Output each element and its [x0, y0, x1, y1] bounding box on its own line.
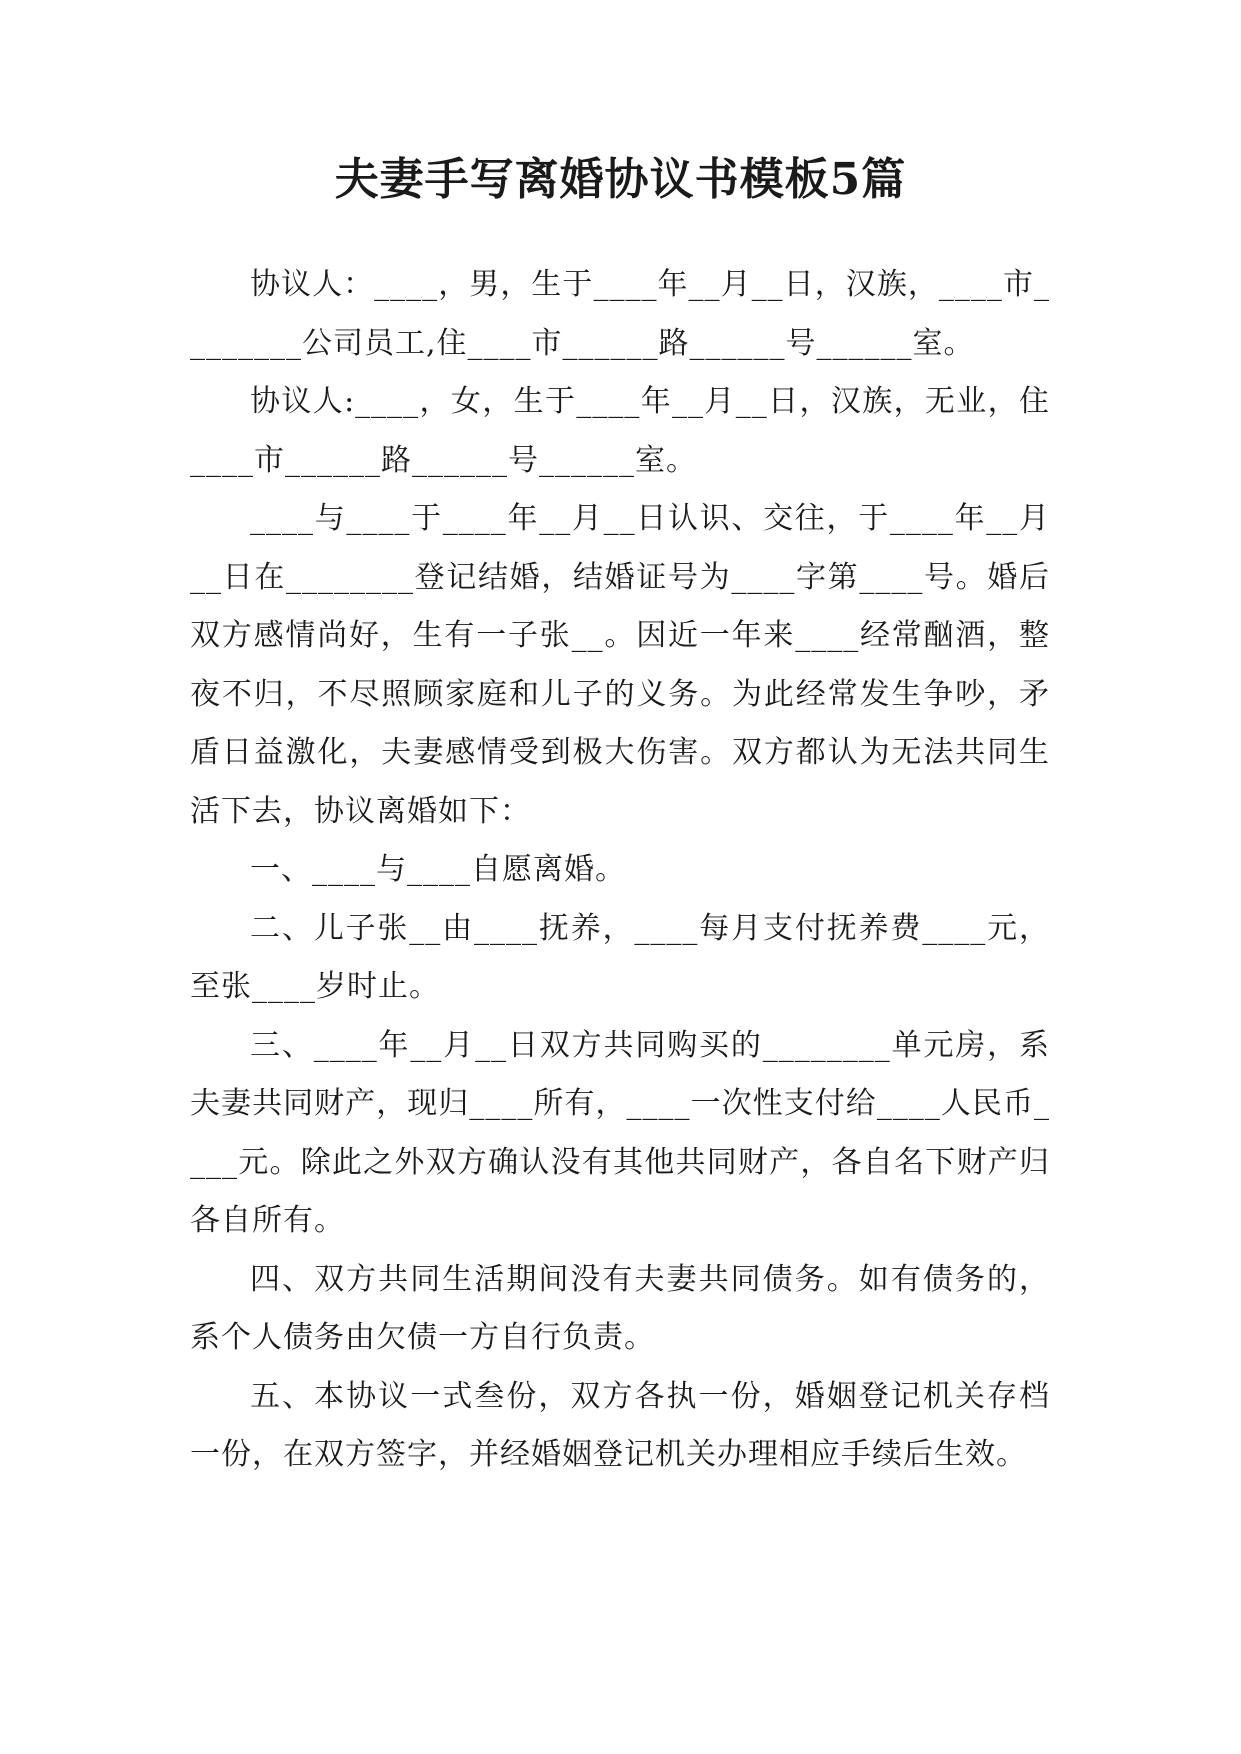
document-body: [190, 256, 1050, 1485]
clause-4: 四、双方共同生活期间没有夫妻共同债务。如有债务的，系个人债务由欠债一方自行负责。: [190, 1261, 1050, 1355]
paragraph-background: ____与____于____年__月__日认识、交往，于____年__月__日在________登记结婚，结婚证号为____字第____号。婚后双方感情尚好，生有一子张__。因近一年来____经常酗酒，整夜不归，不尽照顾家庭和儿子的义务。为此经常发生争吵，矛盾日益激化，夫妻感情受到极大伤害。双方都认为无法共同生活下去，协议离婚如下：: [190, 501, 1050, 829]
clause-1: 一、____与____自愿离婚。: [250, 852, 626, 887]
clause-3: 三、____年__月__日双方共同购买的________单元房，系夫妻共同财产，现归____所有，____一次性支付给____人民币____元。除此之外双方确认没有其他共同财产，各自名下财产归各自所有。: [190, 1027, 1050, 1238]
document-title: 夫妻手写离婚协议书模板5篇: [334, 154, 907, 205]
paragraph-party-male: 协议人：____，男，生于____年__月__日，汉族，____市________公司员工,住____市______路______号______室。: [190, 267, 1050, 361]
paragraph-party-female: 协议人:____，女，生于____年__月__日，汉族，无业，住____市______路______号______室。: [190, 384, 1050, 478]
clause-5: 五、本协议一式叁份，双方各执一份，婚姻登记机关存档一份，在双方签字，并经婚姻登记机关办理相应手续后生效。: [190, 1378, 1050, 1472]
clause-2: 二、儿子张__由____抚养，____每月支付抚养费____元，至张____岁时止。: [190, 910, 1050, 1004]
